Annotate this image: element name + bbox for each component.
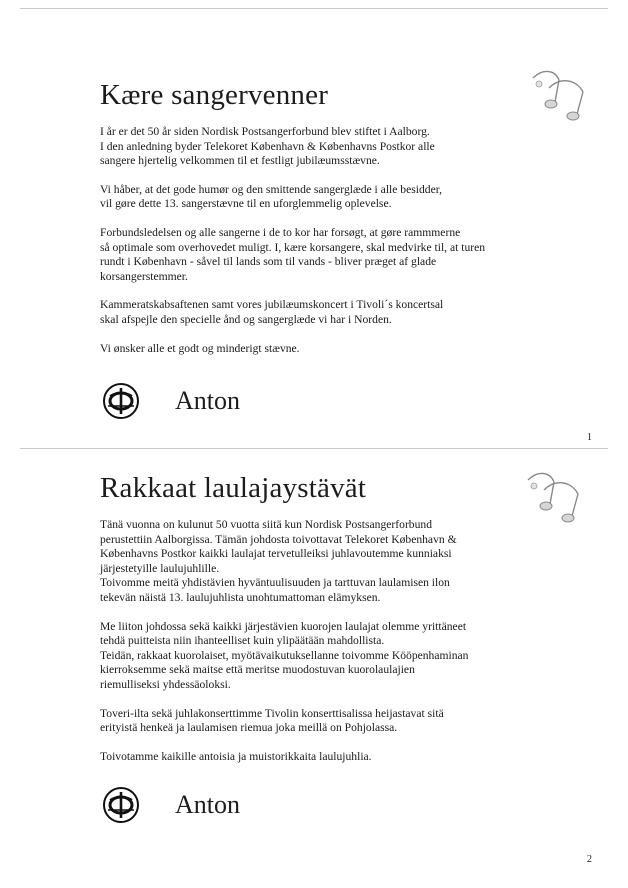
page-2-heading: Rakkaat laulajaystävät <box>100 472 367 504</box>
text-line: Københavns Postkor kaikki laulajat tervetulleiksi juhlavoutemme kunniaksi <box>100 547 452 561</box>
postal-horn-logo-icon <box>102 382 140 420</box>
text-line: Toivomme meitä yhdistävien hyväntuulisuuden ja tarttuvan laulamisen ilon <box>100 576 450 590</box>
page-separator-rule <box>20 448 608 449</box>
text-line: perustettiin Aalborgissa. Tämän johdosta toivottavat Telekoret København & <box>100 532 457 546</box>
text-line: Teidän, rakkaat kuorolaiset, myötävaikutuksellanne toivomme Kööpenhaminan <box>100 648 469 662</box>
text-line: tekevän näistä 13. laulujuhlista unohtumattoman elämyksen. <box>100 590 381 604</box>
page-number: 2 <box>587 854 592 865</box>
music-notes-icon <box>520 464 588 524</box>
text-line: I den anledning byder Telekoret København & Københavns Postkor alle <box>100 139 435 153</box>
text-line: erityistä henkeä ja laulamisen riemua joka meillä on Pohjolassa. <box>100 721 398 735</box>
paragraph <box>100 750 540 765</box>
text-line: sangere hjertelig velkommen til et festligt jubilæumsstævne. <box>100 154 380 168</box>
paragraph <box>100 183 530 212</box>
postal-horn-logo-icon <box>102 786 140 824</box>
text-line: tehdä puitteista niin ihanteelliset kuin ylipäätään mahdollista. <box>100 634 385 648</box>
text-line: Vi ønsker alle et godt og minderigt stævne. <box>100 341 300 355</box>
top-rule <box>20 8 608 9</box>
signature-block <box>100 382 320 422</box>
signature-name: Anton <box>175 386 240 415</box>
signature-name: Anton <box>175 790 240 819</box>
text-line: Kammeratskabsaftenen samt vores jubilæumskoncert i Tivoli´s koncertsal <box>100 298 444 312</box>
text-line: Vi håber, at det gode humør og den smittende sangerglæde i alle besidder, <box>100 182 443 196</box>
text-line: Me liiton johdossa sekä kaikki järjestävien kuorojen laulajat olemme yrittäneet <box>100 619 467 633</box>
text-line: rundt i København - såvel til lands som til vands - bliver præget af glade <box>100 255 437 269</box>
page-number: 1 <box>587 432 592 443</box>
paragraph <box>100 620 540 693</box>
text-line: riemulliseksi yhdessäoloksi. <box>100 677 231 691</box>
text-line: så optimale som overhovedet muligt. I, kære korsangere, skal medvirke til, at turen <box>100 240 486 254</box>
page-2 <box>0 446 628 888</box>
page-1-heading: Kære sangervenner <box>100 79 329 111</box>
paragraph <box>100 226 530 284</box>
text-line: Toveri-ilta sekä juhlakonserttimme Tivolin konserttisalissa heijastavat sitä <box>100 706 444 720</box>
text-line: Tänä vuonna on kulunut 50 vuotta siitä kun Nordisk Postsangerforbund <box>100 518 432 531</box>
text-line: I år er det 50 år siden Nordisk Postsangerforbund blev stiftet i Aalborg. <box>100 125 430 138</box>
music-notes-icon <box>525 62 593 122</box>
paragraph <box>100 518 540 606</box>
paragraph <box>100 342 530 357</box>
text-line: järjestetyille laulujuhlille. <box>100 561 220 575</box>
page-2-body <box>100 518 540 778</box>
page-1-body <box>100 125 530 370</box>
text-line: Toivotamme kaikille antoisia ja muistorikkaita laulujuhlia. <box>100 749 372 763</box>
signature-block <box>100 786 320 826</box>
text-line: kierroksemme sekä maitse että meritse muodostuvan kuorolaulajien <box>100 663 415 677</box>
paragraph <box>100 125 530 169</box>
text-line: vil gøre dette 13. sangerstævne til en uforglemmelig oplevelse. <box>100 197 392 211</box>
text-line: Forbundsledelsen og alle sangerne i de to kor har forsøgt, at gøre rammmerne <box>100 225 461 239</box>
text-line: korsangerstemmer. <box>100 269 188 283</box>
paragraph <box>100 707 540 736</box>
paragraph <box>100 298 530 327</box>
text-line: skal afspejle den specielle ånd og sangerglæde vi har i Norden. <box>100 312 392 326</box>
